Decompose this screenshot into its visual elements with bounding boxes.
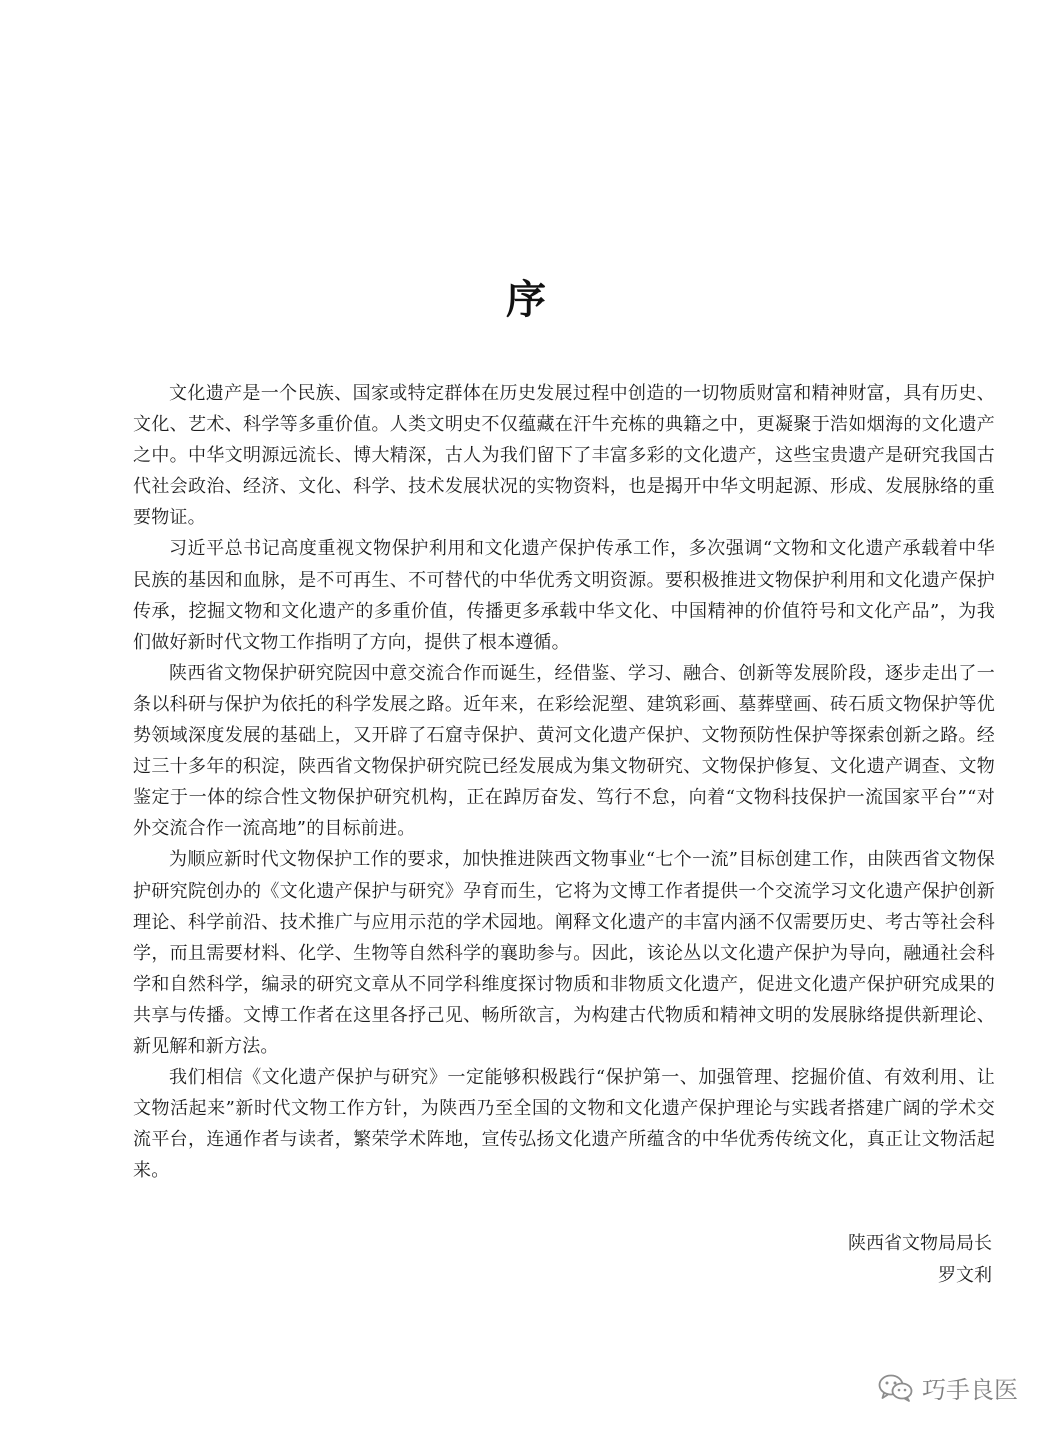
signature-block	[848, 1228, 992, 1292]
paragraph-4: 为顺应新时代文物保护工作的要求，加快推进陕西文物事业“七个一流”目标创建工作，由陕西省文物保护研究院创办的《文化遗产保护与研究》孕育而生，它将为文博工作者提供一个交流学习文化遗产保护创新理论、科学前沿、技术推广与应用示范的学术园地。阐释文化遗产的丰富内涵不仅需要历史、考古等社会科学，而且需要材料、化学、生物等自然科学的襄助参与。因此，该论丛以文化遗产保护为导向，融通社会科学和自然科学，编录的研究文章从不同学科维度探讨物质和非物质文化遗产，促进文化遗产保护研究成果的共享与传播。文博工作者在这里各抒己见、畅所欲言，为构建古代物质和精神文明的发展脉络提供新理论、新见解和新方法。	[133, 849, 995, 1057]
preface-body	[133, 378, 995, 1186]
page-title: 序	[506, 276, 548, 323]
signature-name: 罗文利	[938, 1265, 992, 1286]
watermark	[878, 1370, 1018, 1405]
paragraph-5: 我们相信《文化遗产保护与研究》一定能够积极践行“保护第一、加强管理、挖掘价值、有效利用、让文物活起来”新时代文物工作方针，为陕西乃至全国的文物和文化遗产保护理论与实践者搭建广阔的学术交流平台，连通作者与读者，繁荣学术阵地，宣传弘扬文化遗产所蕴含的中华优秀传统文化，真正让文物活起来。	[133, 1067, 995, 1182]
wechat-icon	[878, 1373, 914, 1403]
paragraph-1: 文化遗产是一个民族、国家或特定群体在历史发展过程中创造的一切物质财富和精神财富，具有历史、文化、艺术、科学等多重价值。人类文明史不仅蕴藏在汗牛充栋的典籍之中，更凝聚于浩如烟海的文化遗产之中。中华文明源远流长、博大精深，古人为我们留下了丰富多彩的文化遗产，这些宝贵遗产是研究我国古代社会政治、经济、文化、科学、技术发展状况的实物资料，也是揭开中华文明起源、形成、发展脉络的重要物证。	[133, 383, 995, 529]
paragraph-3: 陕西省文物保护研究院因中意交流合作而诞生，经借鉴、学习、融合、创新等发展阶段，逐步走出了一条以科研与保护为依托的科学发展之路。近年来，在彩绘泥塑、建筑彩画、墓葬壁画、砖石质文物保护等优势领域深度发展的基础上，又开辟了石窟寺保护、黄河文化遗产保护、文物预防性保护等探索创新之路。经过三十多年的积淀，陕西省文物保护研究院已经发展成为集文物研究、文物保护修复、文化遗产调查、文物鉴定于一体的综合性文物保护研究机构，正在踔厉奋发、笃行不怠，向着“文物科技保护一流国家平台”“对外交流合作一流高地”的目标前进。	[133, 662, 995, 840]
signature-position: 陕西省文物局局长	[848, 1233, 992, 1254]
watermark-text: 巧手良医	[922, 1376, 1018, 1404]
paragraph-2: 习近平总书记高度重视文物保护利用和文化遗产保护传承工作，多次强调“文物和文化遗产承载着中华民族的基因和血脉，是不可再生、不可替代的中华优秀文明资源。要积极推进文物保护利用和文化遗产保护传承，挖掘文物和文化遗产的多重价值，传播更多承载中华文化、中国精神的价值符号和文化产品”，为我们做好新时代文物工作指明了方向，提供了根本遵循。	[133, 538, 995, 653]
